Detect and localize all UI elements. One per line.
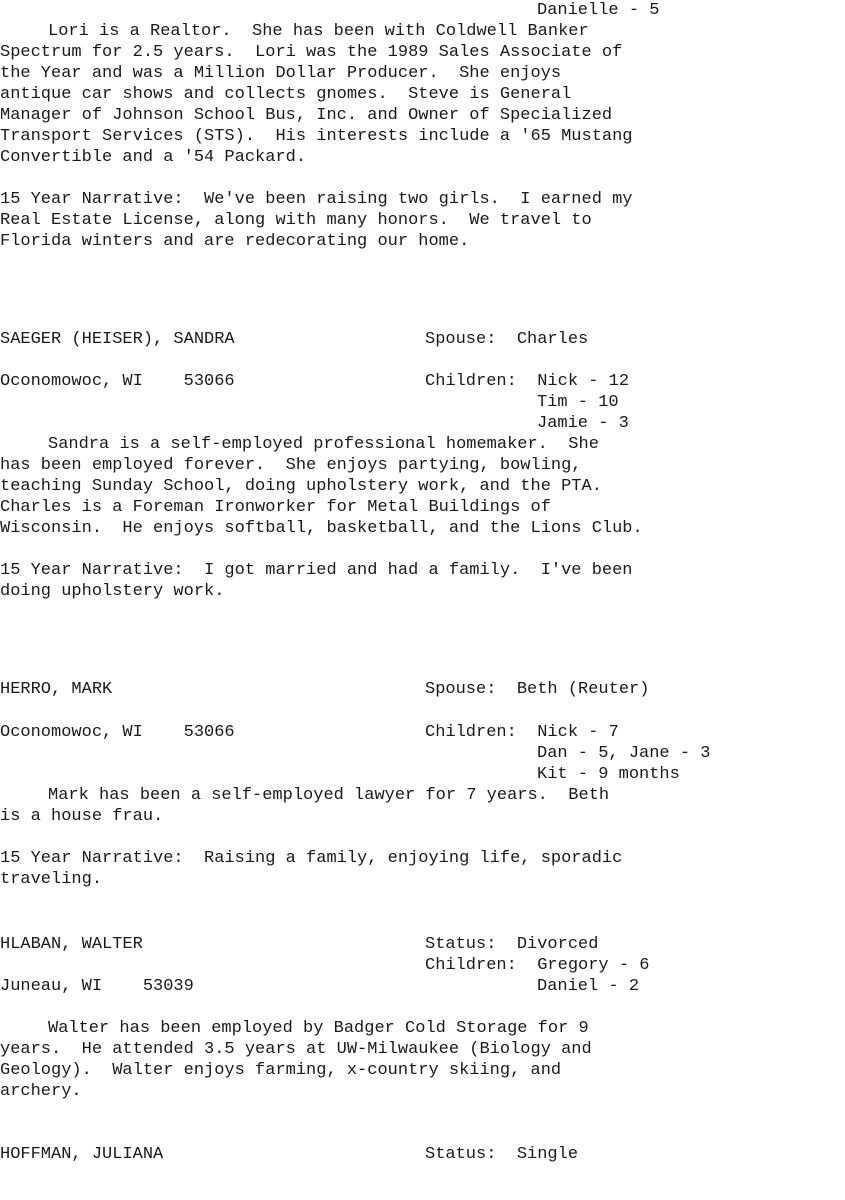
status-line: Status: Divorced: [425, 935, 599, 954]
bio-line: Walter has been employed by Badger Cold Storage for 9: [48, 1019, 589, 1038]
narrative-line: Florida winters and are redecorating our home.: [0, 232, 470, 251]
children-line: Children: Nick - 12: [425, 372, 630, 391]
bio-line: Convertible and a '54 Packard.: [0, 148, 307, 167]
bio-line: Charles is a Foreman Ironworker for Metal Buildings of: [0, 498, 551, 517]
bio-line: Geology). Walter enjoys farming, x-country skiing, and: [0, 1061, 562, 1080]
narrative-line: 15 Year Narrative: Raising a family, enjoying life, sporadic: [0, 849, 623, 868]
narrative-line: 15 Year Narrative: I got married and had a family. I've been: [0, 561, 633, 580]
child-line: Tim - 10: [537, 393, 619, 412]
entry-name: HLABAN, WALTER: [0, 935, 143, 954]
narrative-line: doing upholstery work.: [0, 582, 225, 601]
bio-line: archery.: [0, 1082, 82, 1101]
entry-name: SAEGER (HEISER), SANDRA: [0, 330, 235, 349]
location-line: Oconomowoc, WI 53066: [0, 723, 235, 742]
location-line: Oconomowoc, WI 53066: [0, 372, 235, 391]
child-line: Daniel - 2: [537, 977, 640, 996]
bio-line: is a house frau.: [0, 807, 164, 826]
bio-line: has been employed forever. She enjoys partying, bowling,: [0, 456, 582, 475]
bio-line: Manager of Johnson School Bus, Inc. and Owner of Specialized: [0, 106, 613, 125]
bio-line: Spectrum for 2.5 years. Lori was the 1989 Sales Associate of: [0, 43, 623, 62]
narrative-line: traveling.: [0, 870, 103, 889]
bio-line: antique car shows and collects gnomes. Steve is General: [0, 85, 572, 104]
bio-line: teaching Sunday School, doing upholstery work, and the PTA.: [0, 477, 602, 496]
bio-line: Wisconsin. He enjoys softball, basketball, and the Lions Club.: [0, 519, 643, 538]
location-line: Juneau, WI 53039: [0, 977, 194, 996]
narrative-line: Real Estate License, along with many honors. We travel to: [0, 211, 592, 230]
spouse-line: Spouse: Beth (Reuter): [425, 680, 650, 699]
child-line: Jamie - 3: [537, 414, 629, 433]
children-line: Children: Nick - 7: [425, 723, 619, 742]
bio-line: Lori is a Realtor. She has been with Coldwell Banker: [48, 22, 589, 41]
entry-name: HERRO, MARK: [0, 680, 113, 699]
child-line: Dan - 5, Jane - 3: [537, 744, 711, 763]
entry-name: HOFFMAN, JULIANA: [0, 1145, 164, 1164]
status-line: Status: Single: [425, 1145, 579, 1164]
bio-line: Sandra is a self-employed professional homemaker. She: [48, 435, 599, 454]
spouse-line: Spouse: Charles: [425, 330, 589, 349]
children-line: Children: Gregory - 6: [425, 956, 650, 975]
child-line: Danielle - 5: [537, 1, 660, 20]
child-line: Kit - 9 months: [537, 765, 680, 784]
narrative-line: 15 Year Narrative: We've been raising two girls. I earned my: [0, 190, 633, 209]
bio-line: years. He attended 3.5 years at UW-Milwaukee (Biology and: [0, 1040, 592, 1059]
bio-line: Mark has been a self-employed lawyer for 7 years. Beth: [48, 786, 610, 805]
bio-line: Transport Services (STS). His interests include a '65 Mustang: [0, 127, 633, 146]
bio-line: the Year and was a Million Dollar Producer. She enjoys: [0, 64, 562, 83]
